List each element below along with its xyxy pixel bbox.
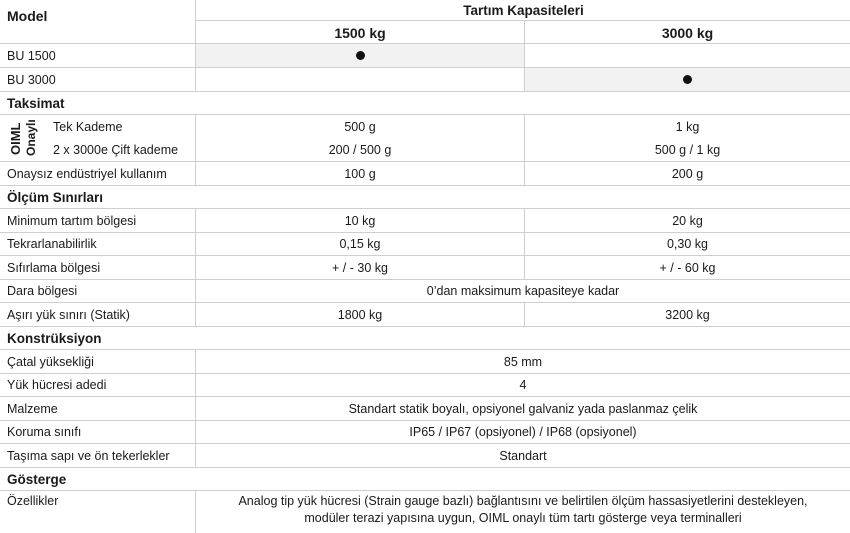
capacity-3000-header: 3000 kg [524,20,850,44]
table-row [0,280,850,303]
value-both: 85 mm [195,350,850,373]
features-text [195,491,850,533]
value-1500: 10 kg [195,209,524,232]
table-row [0,115,850,139]
value-1500: + / - 30 kg [195,256,524,279]
capacity-3000-cell [524,68,850,91]
value-1500: 1800 kg [195,303,524,326]
section-row [0,186,850,209]
value-both: IP65 / IP67 (opsiyonel) / IP68 (opsiyonel) [195,421,850,443]
oiml-text: OIML [8,122,23,155]
selected-dot [683,75,692,84]
row-label: 2 x 3000e Çift kademe [53,143,179,157]
value-3000: + / - 60 kg [524,256,850,279]
section-title-konstruksiyon: Konstrüksiyon [7,330,102,346]
capacity-group-header: Tartım Kapasiteleri [195,0,850,20]
row-label: Aşırı yük sınırı (Statik) [7,307,130,322]
row-label: Malzeme [7,401,58,416]
row-label: Yük hücresi adedi [7,378,107,392]
table-row [0,491,850,533]
section-title-taksimat: Taksimat [7,95,65,111]
table-row [0,350,850,374]
table-row [0,256,850,280]
value-3000: 500 g / 1 kg [524,139,850,161]
table-row [0,139,850,162]
value-both: Standart [195,444,850,467]
capacity-1500-cell [195,44,524,67]
model-name: BU 1500 [7,48,56,63]
table-row [0,421,850,444]
value-1500: 500 g [195,115,524,139]
table-row [0,374,850,397]
row-label: Dara bölgesi [7,284,78,298]
model-name: BU 3000 [7,72,56,87]
section-title-olcum: Ölçüm Sınırları [7,189,104,205]
row-label: Çatal yüksekliği [7,354,94,369]
table-row [0,303,850,327]
table-row [0,397,850,421]
value-1500: 100 g [195,162,524,185]
table-row [0,209,850,233]
value-3000: 3200 kg [524,303,850,326]
table-row [0,444,850,468]
onayli-text: Onaylı [24,119,38,156]
value-both: 0’dan maksimum kapasiteye kadar [195,280,850,302]
section-row [0,92,850,115]
row-label: Özellikler [7,494,59,508]
capacity-1500-header: 1500 kg [195,20,524,44]
row-label: Tek Kademe [53,120,123,134]
capacity-1500-cell [195,68,524,91]
value-both: 4 [195,374,850,396]
value-3000: 20 kg [524,209,850,232]
row-label: Sıfırlama bölgesi [7,260,101,275]
value-3000: 1 kg [524,115,850,139]
model-row [0,68,850,92]
row-label: Taşıma sapı ve ön tekerlekler [7,448,170,463]
value-3000: 200 g [524,162,850,185]
row-label: Onaysız endüstriyel kullanım [7,166,167,181]
section-row [0,468,850,491]
section-title-gosterge: Gösterge [7,471,67,487]
table-row [0,233,850,256]
selected-dot [356,51,365,60]
section-row [0,327,850,350]
row-label: Minimum tartım bölgesi [7,213,137,228]
model-header: Model [7,8,48,24]
features-line-2: modüler terazi yapısına uygun, OIML onaylı tüm tartı gösterge veya terminalleri [304,511,742,525]
capacity-3000-cell [524,44,850,67]
value-both: Standart statik boyalı, opsiyonel galvaniz yada paslanmaz çelik [195,397,850,420]
row-label: Koruma sınıfı [7,425,82,439]
value-3000: 0,30 kg [524,233,850,255]
value-1500: 0,15 kg [195,233,524,255]
model-row [0,44,850,68]
value-1500: 200 / 500 g [195,139,524,161]
table-row [0,162,850,186]
features-line-1: Analog tip yük hücresi (Strain gauge bazlı) bağlantısını ve belirtilen ölçüm hassasiyetlerini destekleyen, [238,494,808,508]
row-label: Tekrarlanabilirlik [7,237,97,251]
table-header [0,0,850,44]
